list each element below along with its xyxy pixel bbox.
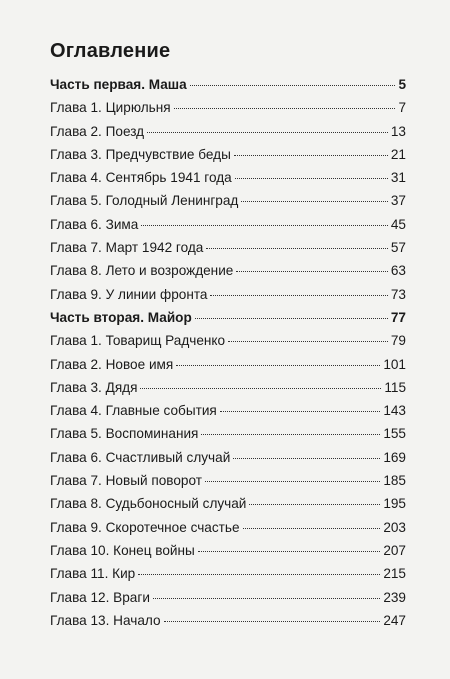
- dot-leader: [174, 108, 396, 109]
- toc-heading: Оглавление: [50, 40, 171, 62]
- toc-page-number: 79: [390, 333, 406, 349]
- toc-page-number: 207: [383, 542, 406, 558]
- toc-chapter-entry: [50, 147, 406, 170]
- toc-page-number: 239: [383, 589, 406, 605]
- toc-entry-title: Глава 9. Скоротечное счастье: [50, 519, 240, 535]
- dot-leader: [138, 574, 380, 575]
- toc-page-number: 101: [383, 356, 406, 372]
- dot-leader: [241, 201, 388, 202]
- toc-chapter-entry: [50, 566, 406, 589]
- toc-page-number: 115: [384, 379, 406, 395]
- toc-page-number: 169: [383, 449, 406, 465]
- dot-leader: [205, 481, 380, 482]
- dot-leader: [243, 528, 381, 529]
- toc-entry-title: Глава 10. Конец войны: [50, 542, 195, 558]
- toc-page-number: 13: [390, 123, 406, 139]
- toc-chapter-entry: [50, 473, 406, 496]
- toc-entry-title: Глава 9. У линии фронта: [50, 286, 208, 302]
- dot-leader: [195, 318, 388, 319]
- toc-chapter-entry: [50, 543, 406, 566]
- dot-leader: [198, 551, 381, 552]
- toc-chapter-entry: [50, 426, 406, 449]
- toc-entry-title: Глава 7. Новый поворот: [50, 473, 202, 489]
- dot-leader: [176, 365, 380, 366]
- toc-entry-title: Глава 13. Начало: [50, 612, 161, 628]
- dot-leader: [164, 621, 381, 622]
- toc-chapter-entry: [50, 333, 406, 356]
- toc-entry-title: Глава 4. Сентябрь 1941 года: [50, 170, 232, 186]
- toc-entry-title: Глава 8. Лето и возрождение: [50, 263, 234, 279]
- toc-entry-title: Глава 3. Дядя: [50, 379, 138, 395]
- toc-part-entry: [50, 310, 406, 333]
- dot-leader: [220, 411, 381, 412]
- toc-page-number: 143: [383, 403, 406, 419]
- toc-entry-title: Глава 2. Поезд: [50, 123, 145, 139]
- toc-entry-title: Глава 12. Враги: [50, 589, 150, 605]
- toc-chapter-entry: [50, 263, 406, 286]
- toc-page-number: 57: [390, 240, 406, 256]
- toc-entry-title: Глава 6. Счастливый случай: [50, 449, 231, 465]
- dot-leader: [210, 295, 387, 296]
- dot-leader: [236, 271, 388, 272]
- toc-chapter-entry: [50, 240, 406, 263]
- toc-chapter-entry: [50, 380, 406, 403]
- toc-page-number: 215: [383, 566, 406, 582]
- dot-leader: [141, 225, 388, 226]
- dot-leader: [201, 434, 380, 435]
- toc-page-number: 203: [383, 519, 406, 535]
- dot-leader: [153, 598, 380, 599]
- dot-leader: [206, 248, 388, 249]
- toc-chapter-entry: [50, 613, 406, 636]
- toc-chapter-entry: [50, 100, 406, 123]
- toc-page-number: 21: [390, 146, 406, 162]
- toc-page-number: 5: [398, 77, 406, 92]
- toc-entry-title: Глава 4. Главные события: [50, 403, 217, 419]
- toc-entry-title: Глава 5. Воспоминания: [50, 426, 199, 442]
- toc-chapter-entry: [50, 217, 406, 240]
- toc-page-number: 77: [390, 309, 406, 325]
- toc-chapter-entry: [50, 170, 406, 193]
- toc-page-number: 31: [390, 170, 406, 186]
- toc-chapter-entry: [50, 287, 406, 310]
- toc-entry-title: Глава 8. Судьбоносный случай: [50, 496, 247, 512]
- toc-page-number: 155: [383, 426, 406, 442]
- dot-leader: [190, 85, 396, 86]
- toc-list: [50, 77, 406, 636]
- toc-entry-title: Часть вторая. Майор: [50, 309, 192, 325]
- toc-page-number: 37: [390, 193, 406, 209]
- toc-page-number: 185: [383, 473, 406, 489]
- toc-entry-title: Глава 1. Цирюльня: [50, 100, 171, 116]
- toc-page-number: 247: [383, 612, 406, 628]
- toc-chapter-entry: [50, 496, 406, 519]
- dot-leader: [140, 388, 381, 389]
- toc-chapter-entry: [50, 450, 406, 473]
- toc-chapter-entry: [50, 403, 406, 426]
- toc-chapter-entry: [50, 520, 406, 543]
- toc-entry-title: Глава 6. Зима: [50, 216, 139, 232]
- toc-part-entry: [50, 77, 406, 100]
- dot-leader: [228, 341, 388, 342]
- toc-entry-title: Глава 11. Кир: [50, 566, 136, 582]
- toc-entry-title: Часть первая. Маша: [50, 77, 187, 92]
- toc-chapter-entry: [50, 357, 406, 380]
- toc-page-number: 63: [390, 263, 406, 279]
- toc-page-number: 195: [383, 496, 406, 512]
- toc-chapter-entry: [50, 193, 406, 216]
- toc-entry-title: Глава 2. Новое имя: [50, 356, 174, 372]
- toc-entry-title: Глава 7. Март 1942 года: [50, 240, 204, 256]
- toc-page-number: 45: [390, 216, 406, 232]
- dot-leader: [233, 458, 380, 459]
- toc-page-number: 73: [390, 286, 406, 302]
- dot-leader: [147, 132, 388, 133]
- toc-page-number: 7: [398, 100, 406, 116]
- dot-leader: [234, 155, 388, 156]
- dot-leader: [235, 178, 388, 179]
- toc-chapter-entry: [50, 124, 406, 147]
- toc-entry-title: Глава 1. Товарищ Радченко: [50, 333, 226, 349]
- toc-entry-title: Глава 5. Голодный Ленинград: [50, 193, 239, 209]
- toc-chapter-entry: [50, 590, 406, 613]
- toc-entry-title: Глава 3. Предчувствие беды: [50, 146, 231, 162]
- dot-leader: [249, 504, 380, 505]
